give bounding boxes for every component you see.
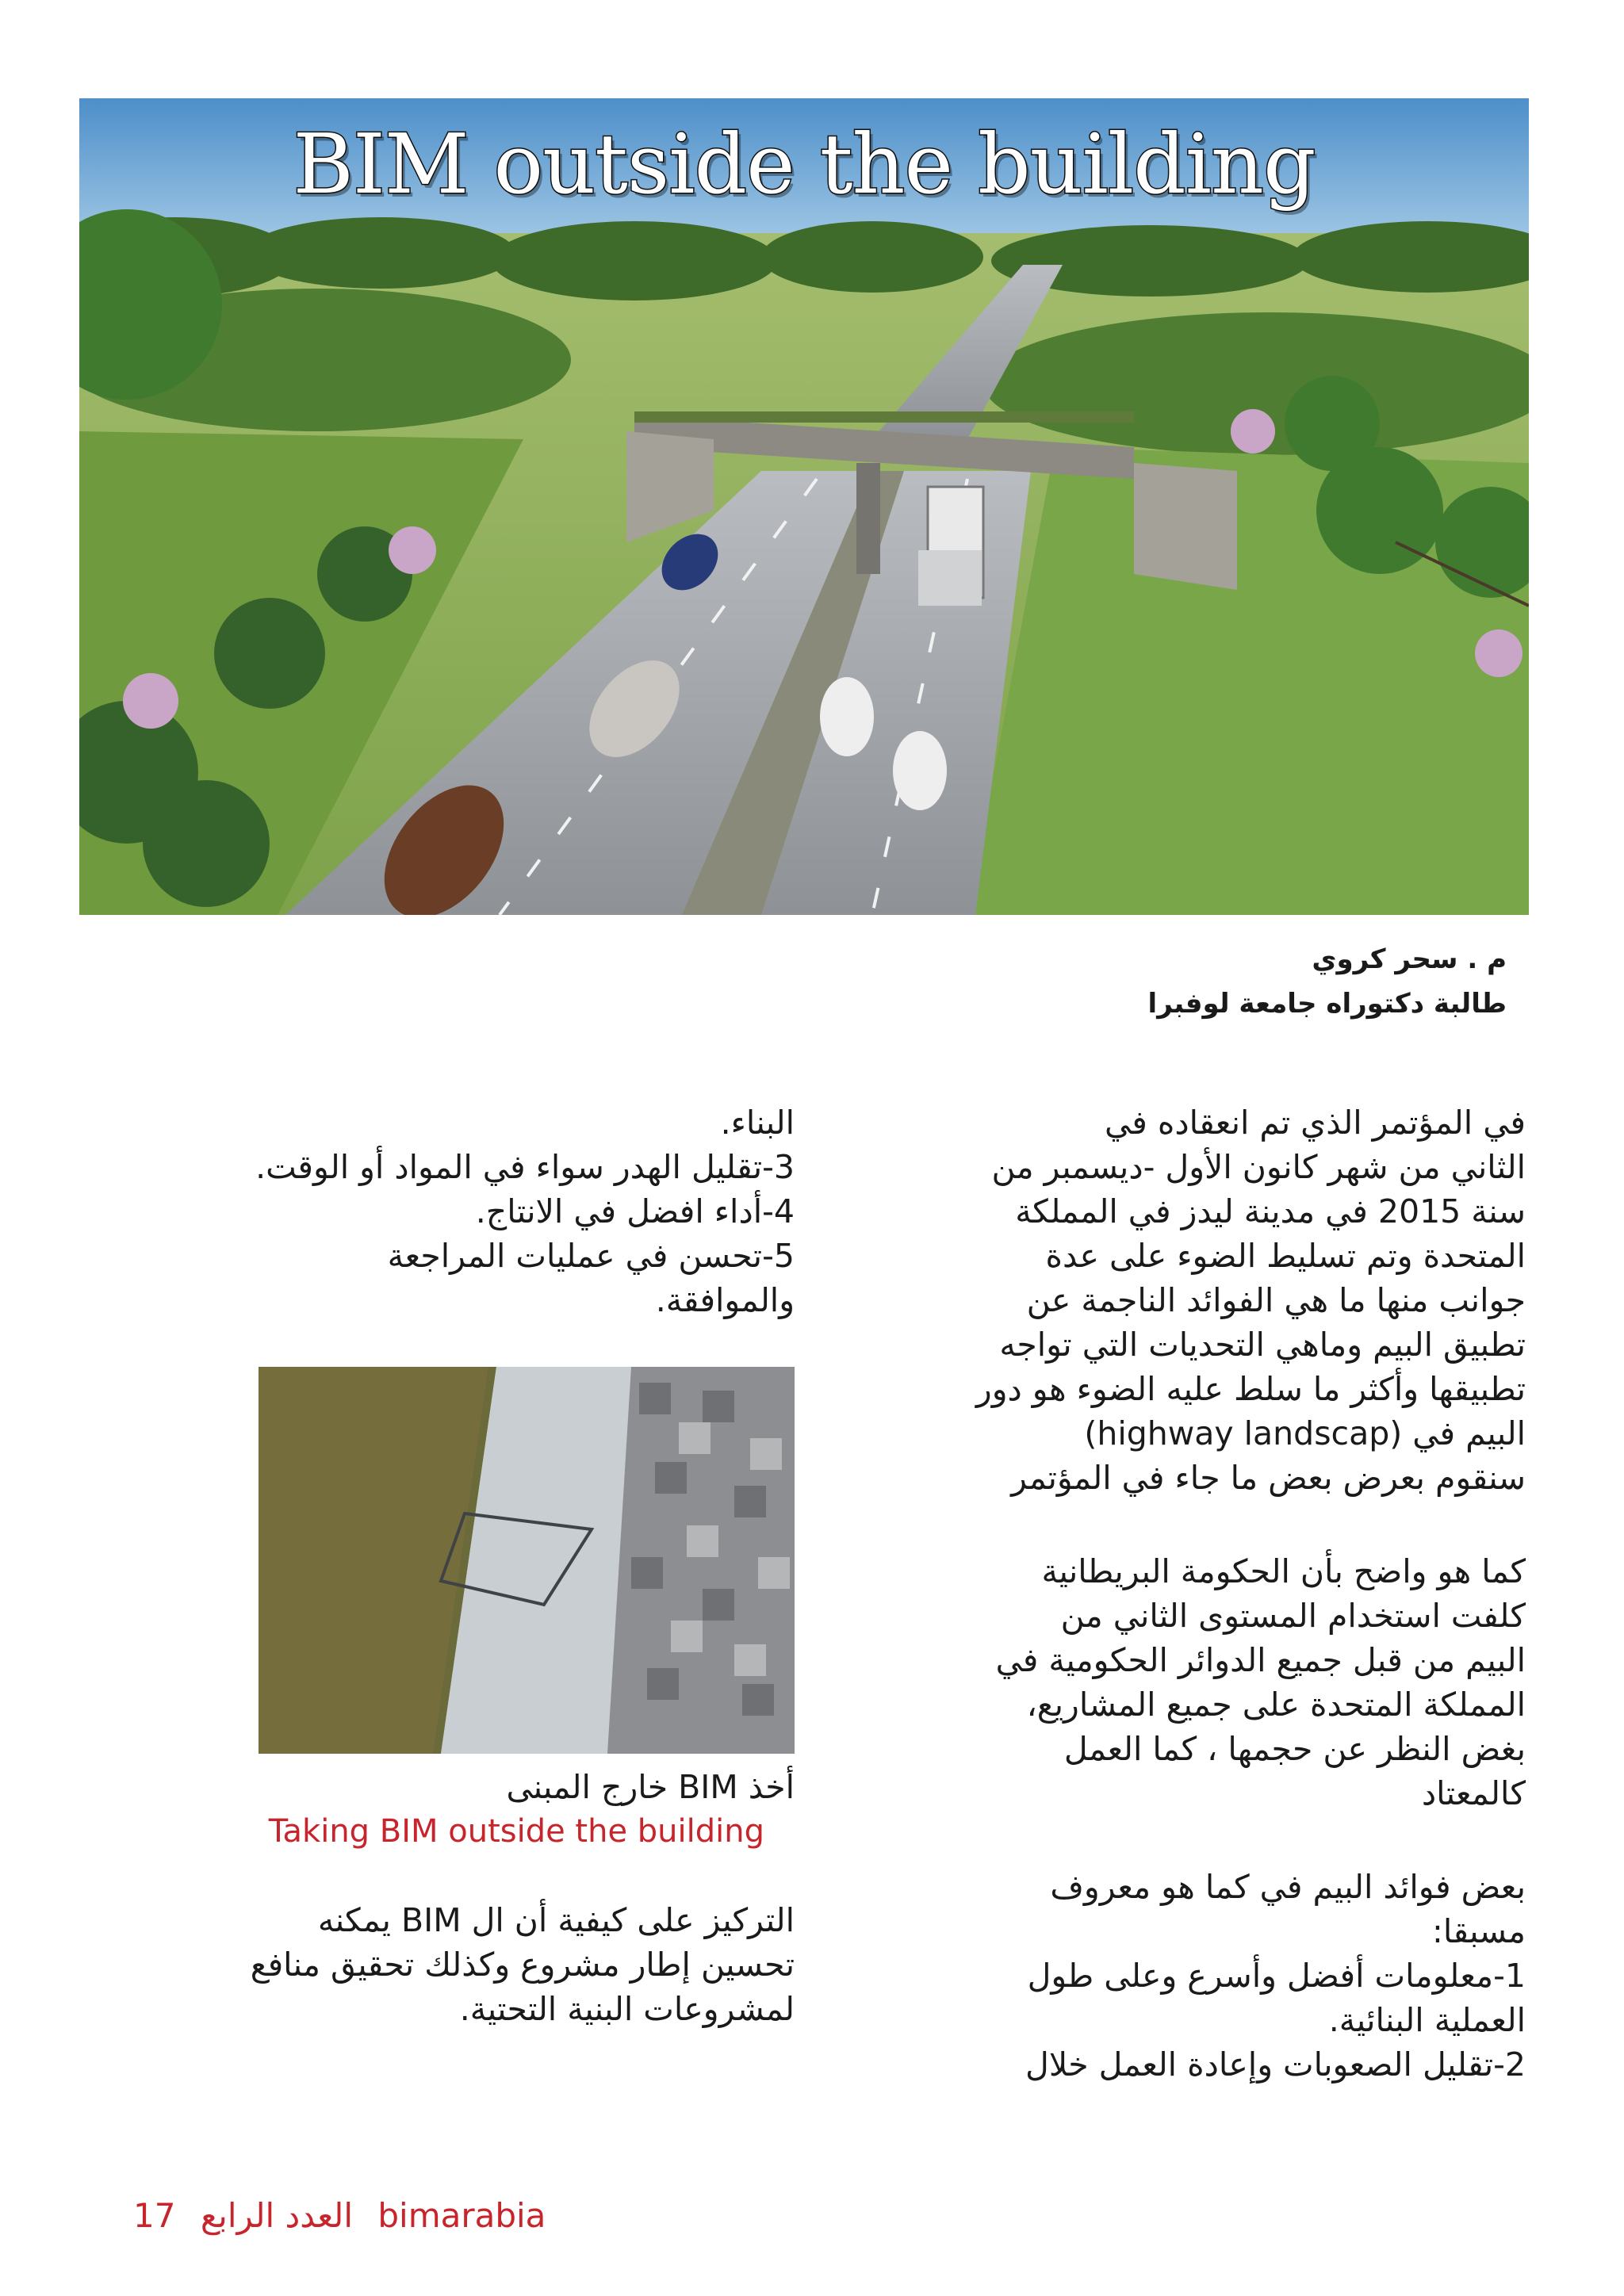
paragraph-line: كالمعتاد [1421,1774,1526,1812]
paragraph-line: 5-تحسن في عمليات المراجعة [387,1237,795,1275]
brand-name: bimarabia [377,2196,546,2235]
caption-english: Taking BIM outside the building [268,1813,764,1850]
paragraph-line: المملكة المتحدة على جميع المشاريع، [1026,1686,1526,1724]
pavement-illustration [259,1367,795,1754]
paragraph-line: تطبيقها وأكثر ما سلط عليه الضوء هو دور [975,1370,1526,1408]
paragraph-line: تحسين إطار مشروع وكذلك تحقيق منافع [250,1946,795,1984]
paragraph-line: المتحدة وتم تسليط الضوء على عدة [1045,1237,1526,1275]
highway-render [79,98,1529,915]
paragraph-line: البيم من قبل جميع الدوائر الحكومية في [995,1641,1526,1679]
paragraph-line: كلفت استخدام المستوى الثاني من [1060,1597,1526,1635]
paragraph-line: كما هو واضح بأن الحكومة البريطانية [1041,1552,1526,1590]
left-column [95,1100,795,2031]
paragraph-line: والموافقة. [655,1281,795,1319]
paragraph-line: بعض فوائد البيم في كما هو معروف [1050,1868,1526,1906]
issue-label: العدد الرابع [200,2196,353,2235]
hero-title: BIM outside the building [293,116,1316,212]
page-footer [133,2196,560,2235]
paragraph-line: تطبيق البيم وماهي التحديات التي تواجه [999,1326,1526,1364]
hero-image [79,98,1529,915]
caption-arabic: أخذ BIM خارج المبنى [506,1768,795,1806]
paragraph-line: لمشروعات البنية التحتية. [459,1990,795,2028]
page-number: 17 [133,2196,176,2235]
paragraph-line: البناء. [720,1104,795,1142]
paragraph-line: 4-أداء افضل في الانتاج. [475,1192,795,1230]
paragraph-line: العملية البنائية. [1328,2001,1526,2039]
paragraph-line: سنقوم بعرض بعض ما جاء في المؤتمر [1011,1459,1526,1497]
paragraph-line: 2-تقليل الصعوبات وإعادة العمل خلال [1025,2045,1526,2084]
paragraph-line: مسبقا: [1432,1912,1526,1950]
author-name: م . سحر كروي [1312,943,1507,975]
paragraph-line: 3-تقليل الهدر سواء في المواد أو الوقت. [255,1148,795,1186]
author-role: طالبة دكتوراه جامعة لوفبرا [1147,988,1507,1020]
right-column [809,1100,1526,2087]
paragraph-line: 1-معلومات أفضل وأسرع وعلى طول [1027,1957,1526,1995]
paragraph-line: التركيز على كيفية أن ال BIM يمكنه [317,1901,795,1939]
paragraph-line: سنة 2015 في مدينة ليدز في المملكة [1015,1192,1526,1230]
pavement-photo [259,1367,795,1754]
paragraph-line: البيم في (highway landscap) [1084,1414,1526,1452]
paragraph-line: في المؤتمر الذي تم انعقاده في [1105,1104,1526,1142]
paragraph-line: جوانب منها ما هي الفوائد الناجمة عن [1026,1281,1526,1319]
paragraph-line: الثاني من شهر كانون الأول -ديسمبر من [991,1148,1526,1186]
paragraph-line: بغض النظر عن حجمها ، كما العمل [1063,1730,1526,1768]
author-block [1148,937,1507,1026]
